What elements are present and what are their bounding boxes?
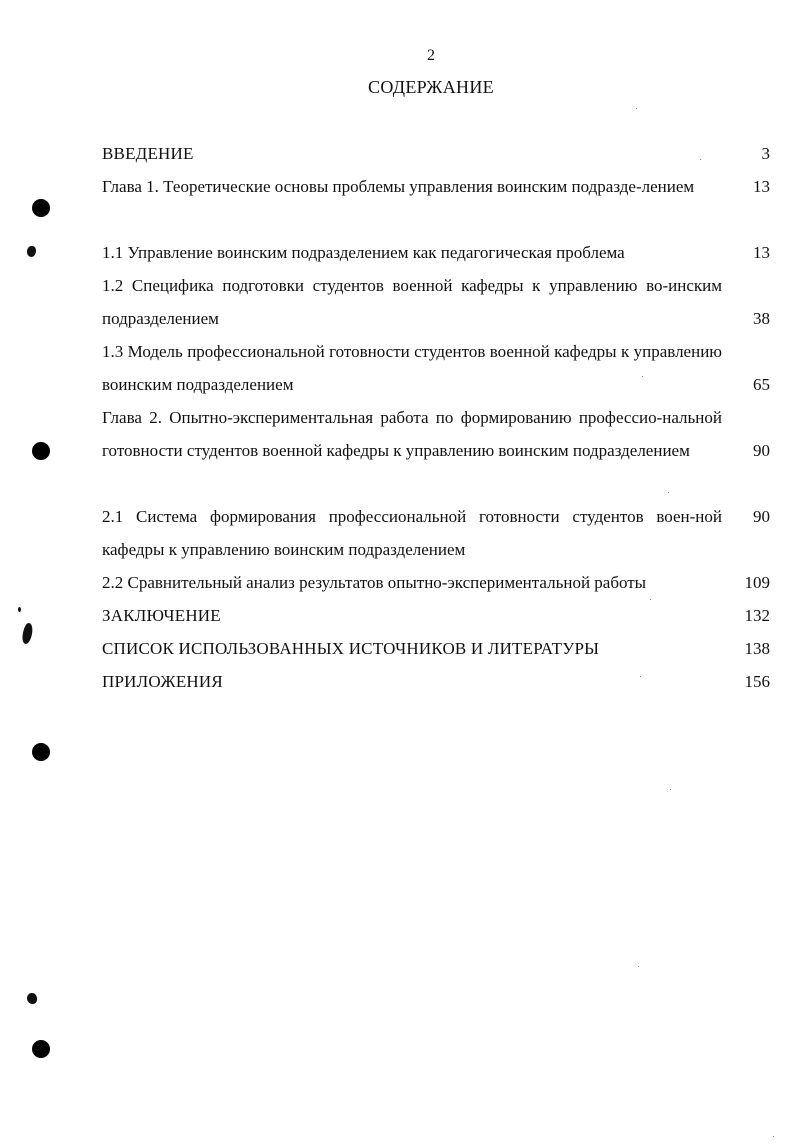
toc-entry-page: 13 — [753, 177, 770, 196]
punch-hole-mark — [32, 1040, 50, 1058]
toc-entry-page: 3 — [761, 144, 770, 163]
punch-hole-mark — [32, 199, 50, 217]
scan-speck — [640, 676, 641, 677]
scan-speck — [650, 599, 651, 600]
scan-blemish — [27, 993, 37, 1004]
punch-hole-mark — [32, 442, 50, 460]
toc-entry-text: 2.1 Система формирования профессиональной готовности студентов воен-ной кафедры к управлению воинским подразделением — [102, 507, 722, 559]
scan-speck — [636, 108, 637, 109]
scan-speck — [668, 492, 669, 493]
toc-entry-page: 65 — [753, 375, 770, 394]
toc-entry-text: Глава 2. Опытно-экспериментальная работа по формированию профессио-нальной готовности студентов военной кафедры к управлению воинским подразделением — [102, 408, 722, 460]
toc-entry-text: 2.2 Сравнительный анализ результатов опытно-экспериментальной работы — [102, 573, 647, 592]
toc-entry-text: ЗАКЛЮЧЕНИЕ — [102, 606, 221, 625]
toc-entry-text: 1.3 Модель профессиональной готовности студентов военной кафедры к управлению воинским подразделением — [102, 342, 722, 394]
page-number: 2 — [427, 47, 435, 64]
toc-entry-text: СПИСОК ИСПОЛЬЗОВАННЫХ ИСТОЧНИКОВ И ЛИТЕРАТУРЫ — [102, 639, 600, 658]
scan-speck — [642, 376, 643, 377]
toc-entry-text: ВВЕДЕНИЕ — [102, 144, 194, 163]
toc-entry-text: 1.2 Специфика подготовки студентов военной кафедры к управлению во-инским подразделением — [102, 276, 722, 328]
scan-blemish — [18, 607, 21, 612]
toc-entry-page: 90 — [753, 507, 770, 526]
toc-entry-text: Глава 1. Теоретические основы проблемы управления воинским подразде-лением — [102, 177, 695, 196]
scan-speck — [773, 1136, 774, 1137]
scan-blemish — [21, 622, 34, 644]
toc-entry-page: 13 — [753, 243, 770, 262]
toc-entry-page: 38 — [753, 309, 770, 328]
scan-speck — [638, 966, 639, 967]
toc-title: СОДЕРЖАНИЕ — [368, 77, 494, 97]
toc-entry-text: 1.1 Управление воинским подразделением как педагогическая проблема — [102, 243, 625, 262]
toc-entry-text: ПРИЛОЖЕНИЯ — [102, 672, 223, 691]
toc-entry-page: 156 — [744, 672, 770, 691]
scan-blemish — [27, 246, 36, 257]
toc-entry-page: 132 — [744, 606, 770, 625]
toc-entry-page: 138 — [744, 639, 770, 658]
punch-hole-mark — [32, 743, 50, 761]
toc-entry-page: 90 — [753, 441, 770, 460]
scan-speck — [670, 789, 671, 790]
toc-entry-page: 109 — [744, 573, 770, 592]
scan-speck — [700, 159, 701, 160]
